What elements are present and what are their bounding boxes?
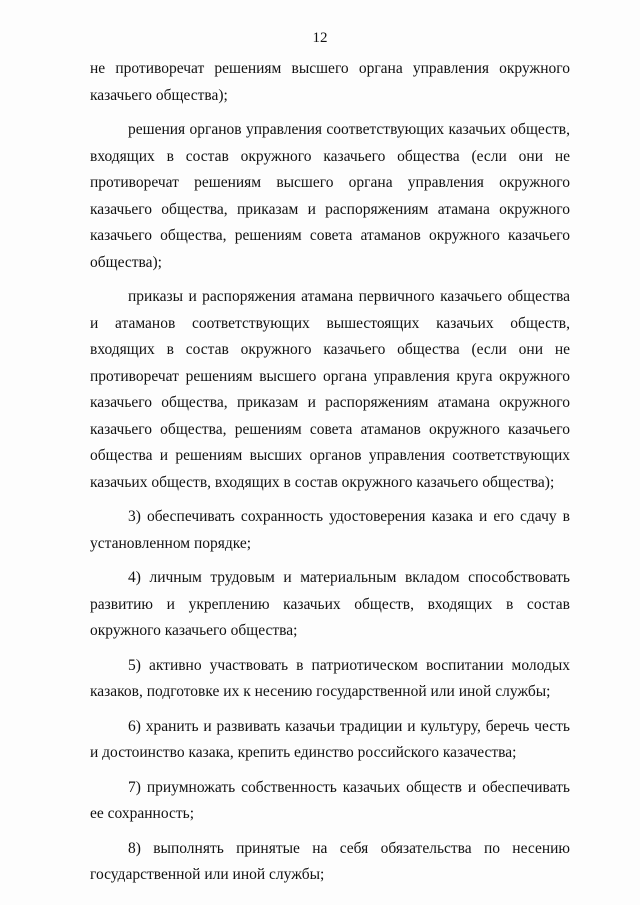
document-body — [90, 56, 570, 889]
list-item-3: 3) обеспечивать сохранность удостоверения казака и его сдачу в установленном порядке; — [90, 508, 570, 552]
list-item-6: 6) хранить и развивать казачьи традиции и культуру, беречь честь и достоинство казака, крепить единство российского казачества; — [90, 717, 570, 761]
list-item-8: 8) выполнять принятые на себя обязательства по несению государственной или иной службы; — [90, 839, 570, 883]
list-item-4: 4) личным трудовым и материальным вкладом способствовать развитию и укреплению казачьих обществ, входящих в состав окружного казачьего общества; — [90, 569, 570, 639]
list-item-5: 5) активно участвовать в патриотическом воспитании молодых казаков, подготовке их к несению государственной или иной службы; — [90, 656, 570, 700]
page-number: 12 — [312, 30, 328, 46]
list-item-7: 7) приумножать собственность казачьих обществ и обеспечивать ее сохранность; — [90, 778, 570, 822]
paragraph-3: приказы и распоряжения атамана первичного казачьего общества и атаманов соответствующих вышестоящих казачьих обществ, входящих в состав окружного казачьего общества (если они не противоречат решениям высшего органа управления круга окружного казачьего общества, приказам и распоряжениям атамана окружного казачьего общества, решениям совета атаманов окружного казачьего общества и решениям высших органов управления соответствующих казачьих обществ, входящих в состав окружного казачьего общества); — [90, 288, 570, 491]
paragraph-2: решения органов управления соответствующих казачьих обществ, входящих в состав окружного казачьего общества (если они не противоречат решениям высшего органа управления окружного казачьего общества, приказам и распоряжениям атамана окружного казачьего общества, решениям совета атаманов окружного казачьего общества); — [90, 121, 570, 271]
paragraph-1: не противоречат решениям высшего органа управления окружного казачьего общества); — [90, 60, 570, 104]
